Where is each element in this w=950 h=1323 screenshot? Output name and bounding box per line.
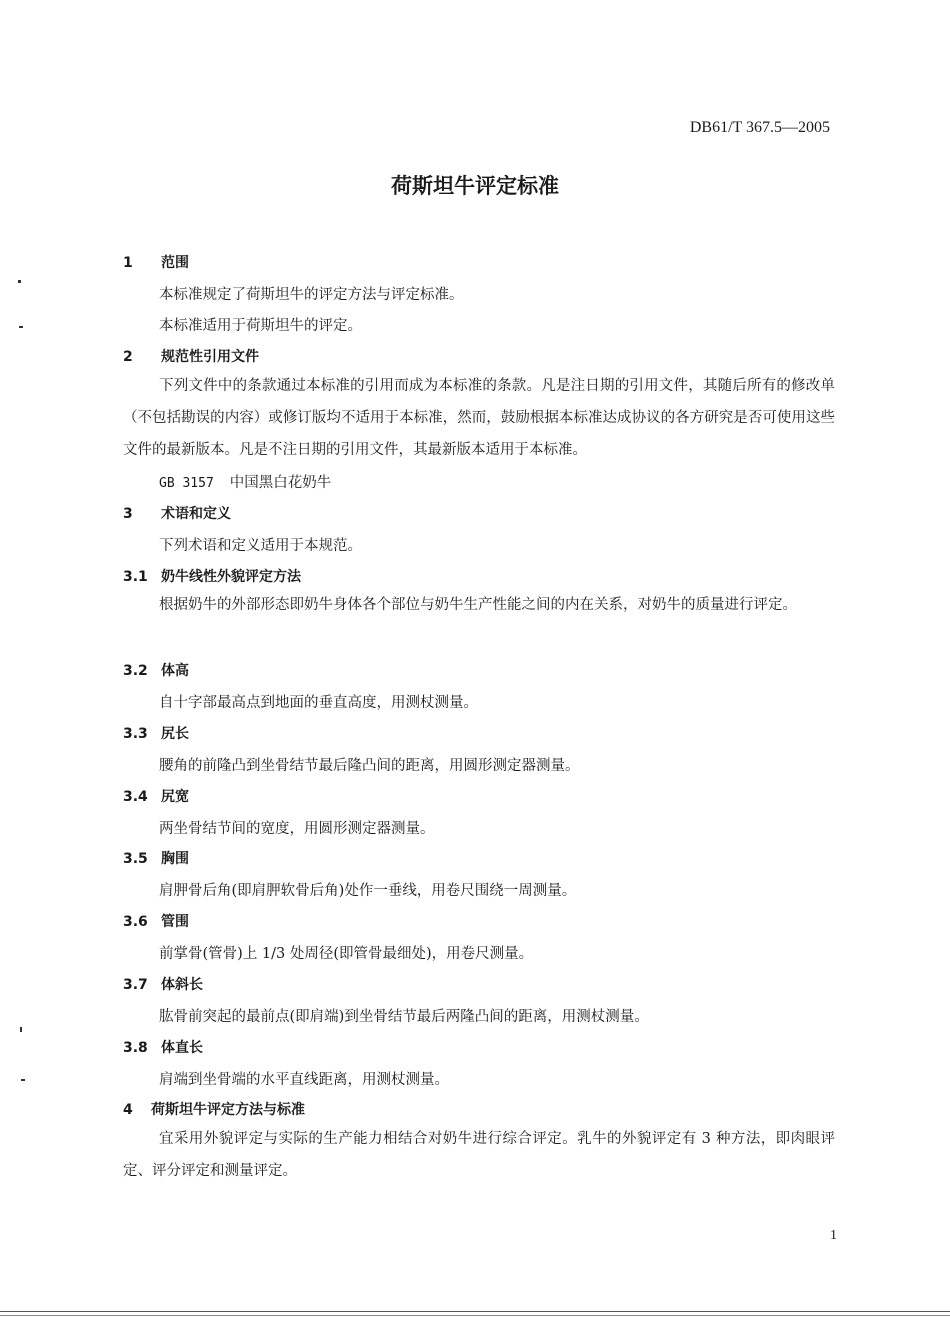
scan-edge-line: [0, 1311, 950, 1312]
page-number: 1: [830, 1228, 837, 1243]
section-title: 规范性引用文件: [161, 349, 259, 365]
section-number: 3.3: [123, 726, 148, 742]
section-3-2-para: 自十字部最高点到地面的垂直高度，用测杖测量。: [159, 695, 478, 711]
section-number: 3.6: [123, 914, 148, 930]
section-number: 3.1: [123, 569, 148, 585]
section-title: 荷斯坦牛评定方法与标准: [151, 1102, 305, 1118]
section-3-8-heading: [123, 1037, 203, 1057]
section-number: 3.5: [123, 851, 148, 867]
section-4-para-1: 宜采用外貌评定与实际的生产能力相结合对奶牛进行综合评定。乳牛的外貌评定有 3 种方法，即肉眼评定、评分评定和测量评定。: [123, 1131, 835, 1179]
normative-reference: [159, 471, 331, 492]
section-2-para-1: 下列文件中的条款通过本标准的引用而成为本标准的条款。凡是注日期的引用文件，其随后所有的修改单（不包括勘误的内容）或修订版均不适用于本标准，然而，鼓励根据本标准达成协议的各方研究是否可使用这些文件的最新版本。凡是不注日期的引用文件，其最新版本适用于本标准。: [123, 378, 835, 458]
reference-title: 中国黑白花奶牛: [229, 475, 332, 491]
section-3-3-para: 腰角的前隆凸到坐骨结节最后隆凸间的距离，用圆形测定器测量。: [159, 758, 580, 774]
scan-speck: [19, 326, 23, 328]
section-title: 范围: [161, 255, 189, 271]
section-number: 3.8: [123, 1040, 148, 1056]
scan-speck: [21, 1079, 25, 1081]
page-title: 荷斯坦牛评定标准: [391, 174, 559, 198]
section-3-5-heading: [123, 848, 189, 868]
section-title: 胸围: [161, 851, 189, 867]
section-number: 3.7: [123, 977, 148, 993]
section-title: 管围: [161, 914, 189, 930]
standard-code: DB61/T 367.5—2005: [689, 119, 830, 136]
section-title: 体直长: [161, 1040, 203, 1056]
section-2-heading: [123, 346, 259, 366]
reference-code: GB 3157: [159, 476, 214, 491]
scan-edge-line: [0, 1315, 950, 1316]
section-3-1-para: 根据奶牛的外部形态即奶牛身体各个部位与奶牛生产性能之间的内在关系，对奶牛的质量进行评定。: [159, 597, 797, 613]
section-3-heading: [123, 503, 231, 523]
section-number: 3.4: [123, 789, 148, 805]
section-title: 尻长: [161, 726, 189, 742]
section-title: 奶牛线性外貌评定方法: [161, 569, 301, 585]
section-number: 4: [123, 1102, 133, 1118]
section-number: 2: [123, 349, 133, 365]
section-3-6-para: 前掌骨(管骨)上 1/3 处周径(即管骨最细处)，用卷尺测量。: [159, 946, 534, 962]
section-title: 术语和定义: [161, 506, 231, 522]
section-3-3-heading: [123, 723, 189, 743]
section-3-2-heading: [123, 660, 189, 680]
section-title: 尻宽: [161, 789, 189, 805]
section-1-para-2: 本标准适用于荷斯坦牛的评定。: [159, 318, 362, 334]
section-1-heading: [123, 252, 189, 272]
section-3-7-heading: [123, 974, 203, 994]
section-3-7-para: 肱骨前突起的最前点(即肩端)到坐骨结节最后两隆凸间的距离，用测杖测量。: [159, 1009, 649, 1025]
section-number: 3: [123, 506, 133, 522]
section-3-4-para: 两坐骨结节间的宽度，用圆形测定器测量。: [159, 821, 435, 837]
scan-speck: [18, 280, 21, 283]
section-number: 1: [123, 255, 133, 271]
section-3-6-heading: [123, 911, 189, 931]
section-4-heading: [123, 1099, 305, 1119]
section-3-8-para: 肩端到坐骨端的水平直线距离，用测杖测量。: [159, 1072, 449, 1088]
section-title: 体高: [161, 663, 189, 679]
section-1-para-1: 本标准规定了荷斯坦牛的评定方法与评定标准。: [159, 287, 464, 303]
section-number: 3.2: [123, 663, 148, 679]
section-3-para-1: 下列术语和定义适用于本规范。: [159, 538, 362, 554]
section-3-1-heading: [123, 566, 301, 586]
section-3-4-heading: [123, 786, 189, 806]
scan-speck: [20, 1027, 22, 1032]
section-title: 体斜长: [161, 977, 203, 993]
section-3-5-para: 肩胛骨后角(即肩胛软骨后角)处作一垂线，用卷尺围绕一周测量。: [159, 883, 577, 899]
